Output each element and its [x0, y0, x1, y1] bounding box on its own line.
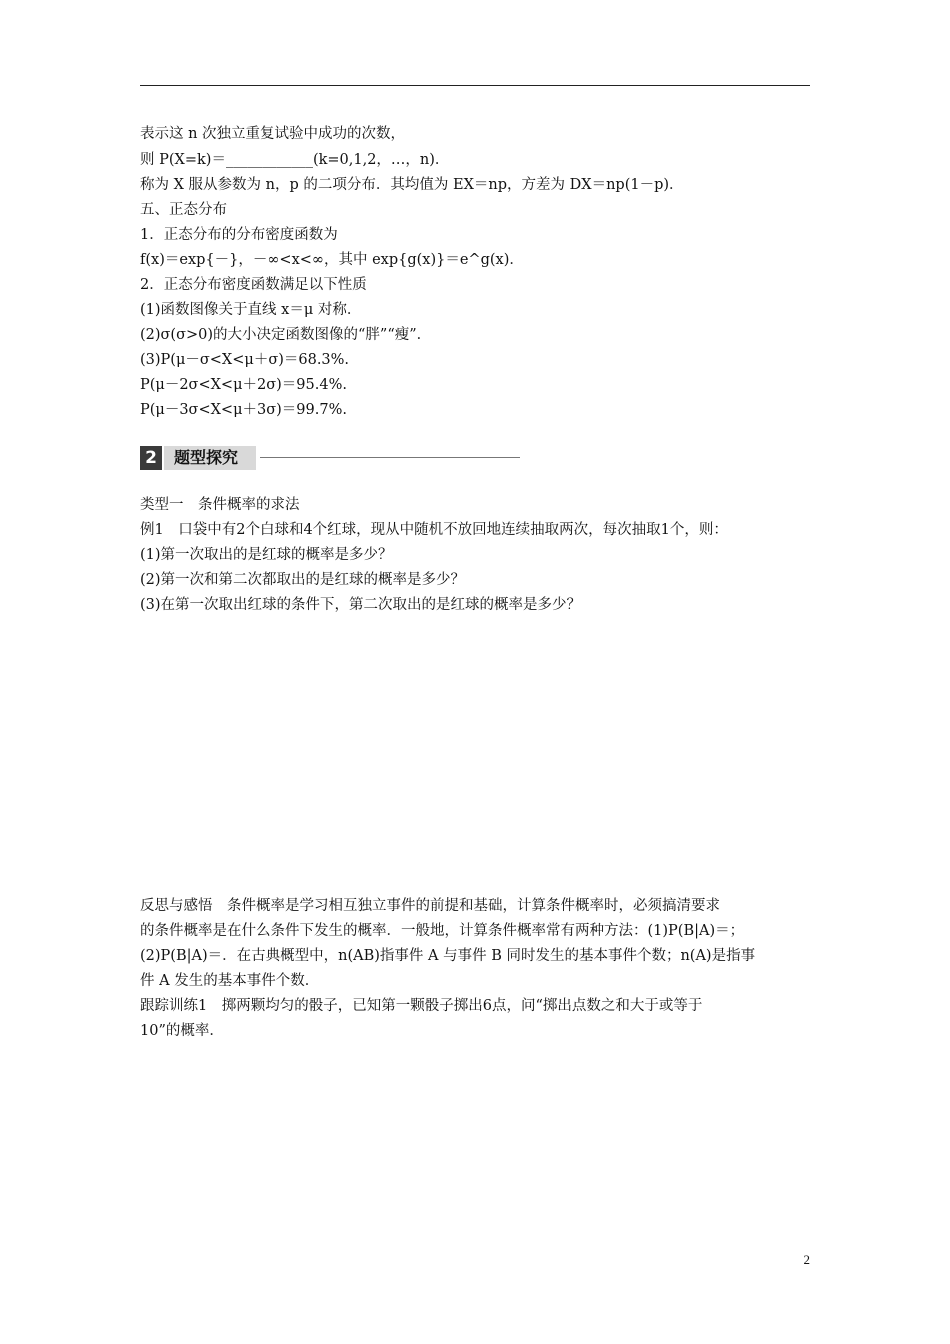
text-line: 表示这 n 次独立重复试验中成功的次数， [140, 126, 406, 142]
subsection-title: 类型一 条件概率的求法 [140, 497, 300, 513]
reflection-paragraph: 反思与感悟 条件概率是学习相互独立事件的前提和基础，计算条件概率时，必须搞清要求 [140, 898, 720, 914]
page-number: 2 [803, 1252, 810, 1267]
text-line: 称为 X 服从参数为 n，p 的二项分布．其均值为 EX＝np，方差为 DX＝np(1－p)． [140, 177, 684, 193]
section-heading-normal-distribution: 五、正态分布 [140, 202, 227, 218]
text-line: P(μ－3σ<X<μ＋3σ)＝99.7%. [140, 402, 347, 418]
section-header [140, 446, 540, 470]
text-line: P(μ－2σ<X<μ＋2σ)＝95.4%. [140, 377, 347, 393]
exercise-problem: 10”的概率． [140, 1023, 224, 1039]
formula-line: f(x)＝exp{－}，－∞<x<∞，其中 exp{g(x)}＝e^g(x)． [140, 252, 524, 268]
example-problem: 例1 口袋中有2个白球和4个红球，现从中随机不放回地连续抽取两次，每次抽取1个，则： [140, 522, 728, 538]
exercise-problem: 跟踪训练1 掷两颗均匀的骰子，已知第一颗骰子掷出6点，问“掷出点数之和大于或等于 [140, 998, 703, 1014]
section-number-badge: 2 [140, 446, 162, 470]
text-line: 1．正态分布的分布密度函数为 [140, 227, 338, 243]
text-line: 2．正态分布密度函数满足以下性质 [140, 277, 367, 293]
question-item: (1)第一次取出的是红球的概率是多少？ [140, 547, 393, 563]
text-line: (1)函数图像关于直线 x＝μ 对称． [140, 302, 362, 318]
text-line: (3)P(μ－σ<X<μ＋σ)＝68.3%. [140, 352, 350, 368]
reflection-paragraph: (2)P(B|A)＝．在古典概型中，n(AB)指事件 A 与事件 B 同时发生的基本事件个数；n(A)是指事 [140, 948, 756, 964]
question-item: (2)第一次和第二次都取出的是红球的概率是多少？ [140, 572, 466, 588]
question-item: (3)在第一次取出红球的条件下，第二次取出的是红球的概率是多少？ [140, 597, 582, 613]
section-title: 题型探究 [164, 446, 256, 470]
reflection-paragraph: 件 A 发生的基本事件个数． [140, 973, 320, 989]
reflection-paragraph: 的条件概率是在什么条件下发生的概率．一般地，计算条件概率常有两种方法：(1)P(B|A)＝； [140, 923, 745, 939]
text-line: 则 P(X=k)＝____________(k=0,1,2，…，n)． [140, 152, 450, 168]
text-line: (2)σ(σ>0)的大小决定函数图像的“胖”“瘦”． [140, 327, 432, 343]
header-rule [140, 85, 810, 86]
section-rule [260, 457, 520, 458]
